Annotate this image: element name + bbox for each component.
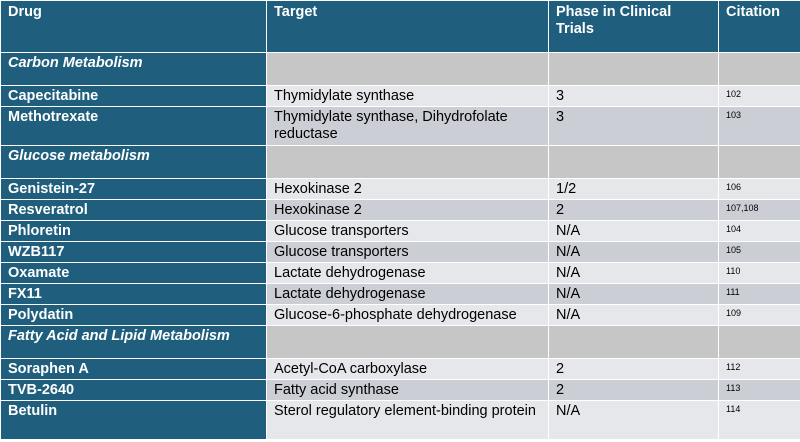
section-empty-cell [267, 146, 549, 179]
target-cell: Sterol regulatory element-binding protein [267, 401, 549, 440]
section-row [1, 53, 800, 86]
phase-cell: 3 [549, 107, 719, 146]
section-label-cell [1, 146, 267, 179]
phase-cell: N/A [549, 242, 719, 263]
drug-cell: Soraphen A [1, 359, 267, 380]
table-row [1, 380, 800, 401]
drug-cell: WZB117 [1, 242, 267, 263]
table-body [1, 53, 800, 440]
phase-cell: N/A [549, 401, 719, 440]
header-target: Target [267, 1, 549, 53]
header-phase: Phase in Clinical Trials [549, 1, 719, 53]
target-cell: Lactate dehydrogenase [267, 263, 549, 284]
table-row [1, 200, 800, 221]
phase-cell: N/A [549, 284, 719, 305]
table-row [1, 284, 800, 305]
phase-cell: N/A [549, 221, 719, 242]
citation-cell: 112 [719, 359, 800, 380]
drug-cell: Phloretin [1, 221, 267, 242]
table-row [1, 107, 800, 146]
section-empty-cell [267, 53, 549, 86]
phase-cell: 2 [549, 380, 719, 401]
section-empty-cell [719, 326, 800, 359]
target-cell: Lactate dehydrogenase [267, 284, 549, 305]
phase-cell: N/A [549, 263, 719, 284]
citation-cell: 102 [719, 86, 800, 107]
table-row [1, 179, 800, 200]
drug-cell: TVB-2640 [1, 380, 267, 401]
section-empty-cell [549, 326, 719, 359]
header-drug: Drug [1, 1, 267, 53]
table-header [1, 1, 800, 53]
drug-cell: Methotrexate [1, 107, 267, 146]
target-cell: Glucose transporters [267, 221, 549, 242]
table-row [1, 242, 800, 263]
table-row [1, 401, 800, 440]
drug-cell: Capecitabine [1, 86, 267, 107]
target-cell: Thymidylate synthase [267, 86, 549, 107]
target-cell: Hexokinase 2 [267, 179, 549, 200]
citation-cell: 111 [719, 284, 800, 305]
citation-cell: 105 [719, 242, 800, 263]
citation-cell: 104 [719, 221, 800, 242]
drug-cell: FX11 [1, 284, 267, 305]
section-row [1, 326, 800, 359]
citation-cell: 107,108 [719, 200, 800, 221]
drug-cell: Polydatin [1, 305, 267, 326]
target-cell: Glucose transporters [267, 242, 549, 263]
citation-cell: 106 [719, 179, 800, 200]
citation-cell: 113 [719, 380, 800, 401]
section-label: Carbon Metabolism [8, 55, 143, 71]
target-cell: Thymidylate synthase, Dihydrofolate reductase [267, 107, 549, 146]
section-label: Glucose metabolism [8, 148, 150, 164]
target-cell: Glucose-6-phosphate dehydrogenase [267, 305, 549, 326]
phase-cell: 2 [549, 200, 719, 221]
citation-cell: 103 [719, 107, 800, 146]
section-empty-cell [549, 146, 719, 179]
phase-cell: N/A [549, 305, 719, 326]
drug-cell: Oxamate [1, 263, 267, 284]
citation-cell: 109 [719, 305, 800, 326]
citation-cell: 114 [719, 401, 800, 440]
phase-cell: 3 [549, 86, 719, 107]
section-row [1, 146, 800, 179]
phase-cell: 2 [549, 359, 719, 380]
section-label-cell [1, 53, 267, 86]
table-row [1, 221, 800, 242]
section-empty-cell [719, 146, 800, 179]
target-cell: Hexokinase 2 [267, 200, 549, 221]
header-citation: Citation [719, 1, 800, 53]
target-cell: Fatty acid synthase [267, 380, 549, 401]
section-label-cell [1, 326, 267, 359]
section-empty-cell [719, 53, 800, 86]
drug-cell: Genistein-27 [1, 179, 267, 200]
section-label: Fatty Acid and Lipid Metabolism [8, 328, 230, 344]
citation-cell: 110 [719, 263, 800, 284]
section-empty-cell [267, 326, 549, 359]
table-row [1, 86, 800, 107]
table-row [1, 305, 800, 326]
table-row [1, 263, 800, 284]
section-empty-cell [549, 53, 719, 86]
drug-cell: Resveratrol [1, 200, 267, 221]
phase-cell: 1/2 [549, 179, 719, 200]
table-row [1, 359, 800, 380]
target-cell: Acetyl-CoA carboxylase [267, 359, 549, 380]
drug-cell: Betulin [1, 401, 267, 440]
